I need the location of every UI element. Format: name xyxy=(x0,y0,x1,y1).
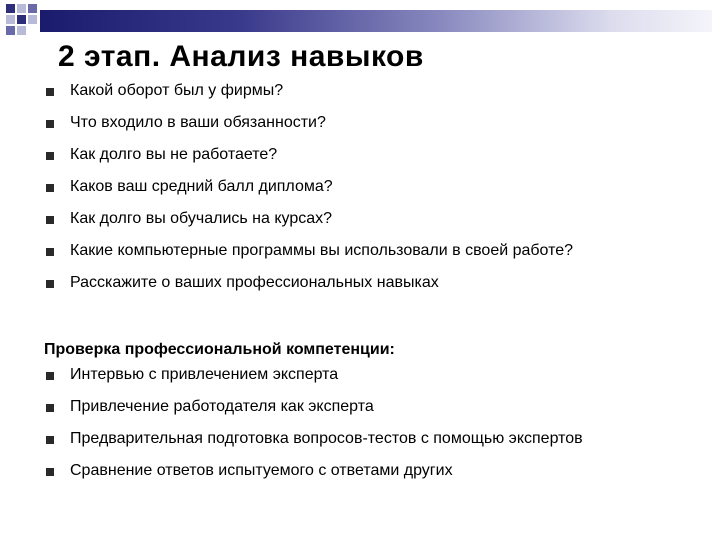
square-bullet-icon xyxy=(46,436,54,444)
list-item xyxy=(44,240,650,262)
list-item-text: Сравнение ответов испытуемого с ответами других xyxy=(70,462,453,479)
list-item-text: Каков ваш средний балл диплома? xyxy=(70,178,333,195)
list-item-text: Привлечение работодателя как эксперта xyxy=(70,398,374,415)
list-item xyxy=(44,364,650,386)
list-item-text: Какой оборот был у фирмы? xyxy=(70,82,284,99)
slide-title: 2 этап. Анализ навыков xyxy=(58,40,424,73)
square-bullet-icon xyxy=(46,248,54,256)
square-bullet-icon xyxy=(46,152,54,160)
decor-square xyxy=(28,15,37,24)
list-item-text: Что входило в ваши обязанности? xyxy=(70,114,326,131)
square-bullet-icon xyxy=(46,404,54,412)
list-item xyxy=(44,112,650,134)
list-item xyxy=(44,272,650,294)
list-item xyxy=(44,208,650,230)
methods-list xyxy=(44,364,650,492)
list-item-text: Как долго вы обучались на курсах? xyxy=(70,210,333,227)
list-item xyxy=(44,396,650,418)
list-item xyxy=(44,144,650,166)
decor-square xyxy=(6,26,15,35)
section-heading: Проверка профессиональной компетенции: xyxy=(44,341,395,358)
list-item-text: Интервью с привлечением эксперта xyxy=(70,366,339,383)
list-item-text: Как долго вы не работаете? xyxy=(70,146,278,163)
list-item xyxy=(44,460,650,482)
list-item-text: Расскажите о ваших профессиональных навыках xyxy=(70,274,439,291)
square-bullet-icon xyxy=(46,468,54,476)
header-gradient-bar xyxy=(40,10,712,32)
decor-square xyxy=(17,15,26,24)
questions-list xyxy=(44,80,650,304)
square-bullet-icon xyxy=(46,184,54,192)
decor-square xyxy=(6,4,15,13)
decor-square xyxy=(17,4,26,13)
decor-square xyxy=(6,15,15,24)
decor-square xyxy=(28,4,37,13)
list-item xyxy=(44,80,650,102)
list-item xyxy=(44,176,650,198)
list-item xyxy=(44,428,650,450)
square-bullet-icon xyxy=(46,120,54,128)
list-item-text: Какие компьютерные программы вы использовали в своей работе? xyxy=(70,242,574,259)
decor-square xyxy=(17,26,26,35)
square-bullet-icon xyxy=(46,280,54,288)
square-bullet-icon xyxy=(46,372,54,380)
square-bullet-icon xyxy=(46,88,54,96)
list-item-text: Предварительная подготовка вопросов-тестов с помощью экспертов xyxy=(70,430,583,447)
square-bullet-icon xyxy=(46,216,54,224)
